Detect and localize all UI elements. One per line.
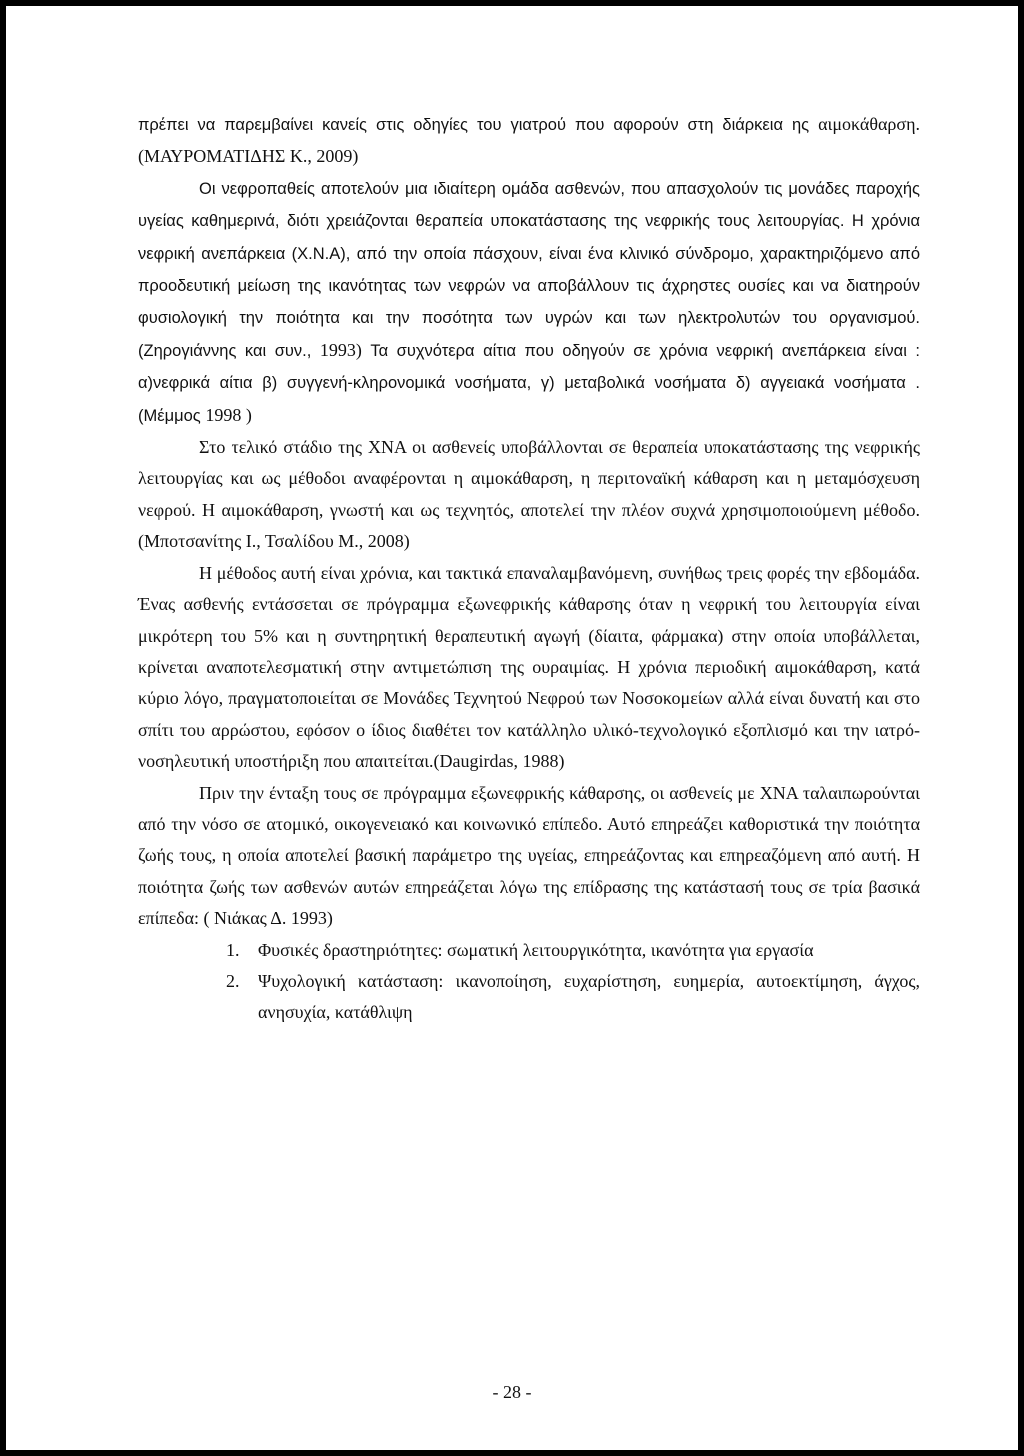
text-segment: Στο τελικό στάδιο της ΧΝΑ οι ασθενείς υποβάλλονται σε θεραπεία υποκατάστασης της νεφρικής λειτουργίας και ως μέθοδοι αναφέρονται η αιμοκάθαρση, η περιτοναϊκή κάθαρση και η μεταμόσχευση νεφρού. Η αιμοκάθαρση, γνωστή και ως τεχνητός, αποτελεί την πλέον συχνά χρησιμοποιούμενη μέθοδο.(Μποτσανίτης Ι., Τσαλίδου Μ., 2008) [138,437,920,552]
numbered-list [138,935,920,1029]
paragraph-5 [138,778,920,935]
text-segment: Η μέθοδος αυτή είναι χρόνια, και τακτικά επαναλαμβανόμενη, συνήθως τρεις φορές την εβδομάδα. Ένας ασθενής εντάσσεται σε πρόγραμμα εξωνεφρικής κάθαρσης όταν η νεφρική του λειτουργία είναι μικρότερη του 5% και η συντηρητική θεραπευτική αγωγή (δίαιτα, φάρμακα) στην οποία υποβάλλεται, κρίνεται αναποτελεσματική στην αντιμετώπιση της ουραιμίας. Η χρόνια περιοδική αιμοκάθαρση, κατά κύριο λόγο, πραγματοποιείται σε Μονάδες Τεχνητού Νεφρού των Νοσοκομείων αλλά είναι δυνατή και στο σπίτι του αρρώστου, εφόσον ο ίδιος διαθέτει τον κατάλληλο υλικό-τεχνολογικό εξοπλισμό και την ιατρό-νοσηλευτική υποστήριξη που απαιτείται.(Daugirdas, 1988) [138,562,920,772]
document-body [138,109,920,1029]
text-segment: 1998 ) [205,404,252,425]
text-segment: 1993) [319,339,371,360]
list-item [138,935,920,966]
list-item-number: 1. [226,939,240,960]
list-item-number: 2. [226,970,240,991]
document-page [6,6,1018,1450]
text-segment: Τα συχνότερα αίτια που οδηγούν σε χρόνια νεφρική ανεπάρκεια είναι : α)νεφρικά αίτια β) συγγενή-κληρονομικά νοσήματα, γ) μεταβολικά νοσήματα δ) αγγειακά νοσήματα .(Μέμμος [138,341,920,425]
text-segment: αιμοκάθαρση. (ΜΑΥΡΟΜΑΤΙΔΗΣ Κ., 2009) [138,114,920,167]
list-item [138,966,920,1029]
paragraph-1 [138,109,920,173]
text-segment: Οι νεφροπαθείς αποτελούν μια ιδιαίτερη ομάδα ασθενών, που απασχολούν τις μονάδες παροχής υγείας καθημερινά, διότι χρειάζονται θεραπεία υποκατάστασης της νεφρικής τους λειτουργίας. Η χρόνια νεφρική ανεπάρκεια (Χ.Ν.Α), από την οποία πάσχουν, είναι ένα κλινικό σύνδρομο, χαρακτηριζόμενο από προοδευτική μείωση της ικανότητας των νεφρών να αποβάλλουν τις άχρηστες ουσίες και να διατηρούν φυσιολογική την ποιότητα και την ποσότητα των υγρών και των ηλεκτρολυτών του οργανισμού.(Ζηρογιάννης και συν., [138,179,920,360]
text-segment: πρέπει να παρεμβαίνει κανείς στις οδηγίες του γιατρού που αφορούν στη διάρκεια ης [138,116,819,134]
text-segment: Πριν την ένταξη τους σε πρόγραμμα εξωνεφρικής κάθαρσης, οι ασθενείς με ΧΝΑ ταλαιπωρούνται από την νόσο σε ατομικό, οικογενειακό και κοινωνικό επίπεδο. Αυτό επηρεάζει καθοριστικά την ποιότητα ζωής τους, η οποία αποτελεί βασική παράμετρο της υγείας, επηρεάζοντας και επηρεαζόμενη από αυτή. Η ποιότητα ζωής των ασθενών αυτών επηρεάζεται λόγω της επίδρασης της κατάστασή τους σε τρία βασικά επίπεδα: ( Νιάκας Δ. 1993) [138,782,920,929]
list-item-text: Φυσικές δραστηριότητες: σωματική λειτουργικότητα, ικανότητα για εργασία [258,939,814,960]
paragraph-4 [138,558,920,778]
paragraph-3 [138,432,920,558]
paragraph-2 [138,173,920,432]
list-item-text: Ψυχολογική κατάσταση: ικανοποίηση, ευχαρίστηση, ευημερία, αυτοεκτίμηση, άγχος, ανησυχία, κατάθλιψη [258,970,920,1023]
page-number: - 28 - [492,1382,532,1402]
